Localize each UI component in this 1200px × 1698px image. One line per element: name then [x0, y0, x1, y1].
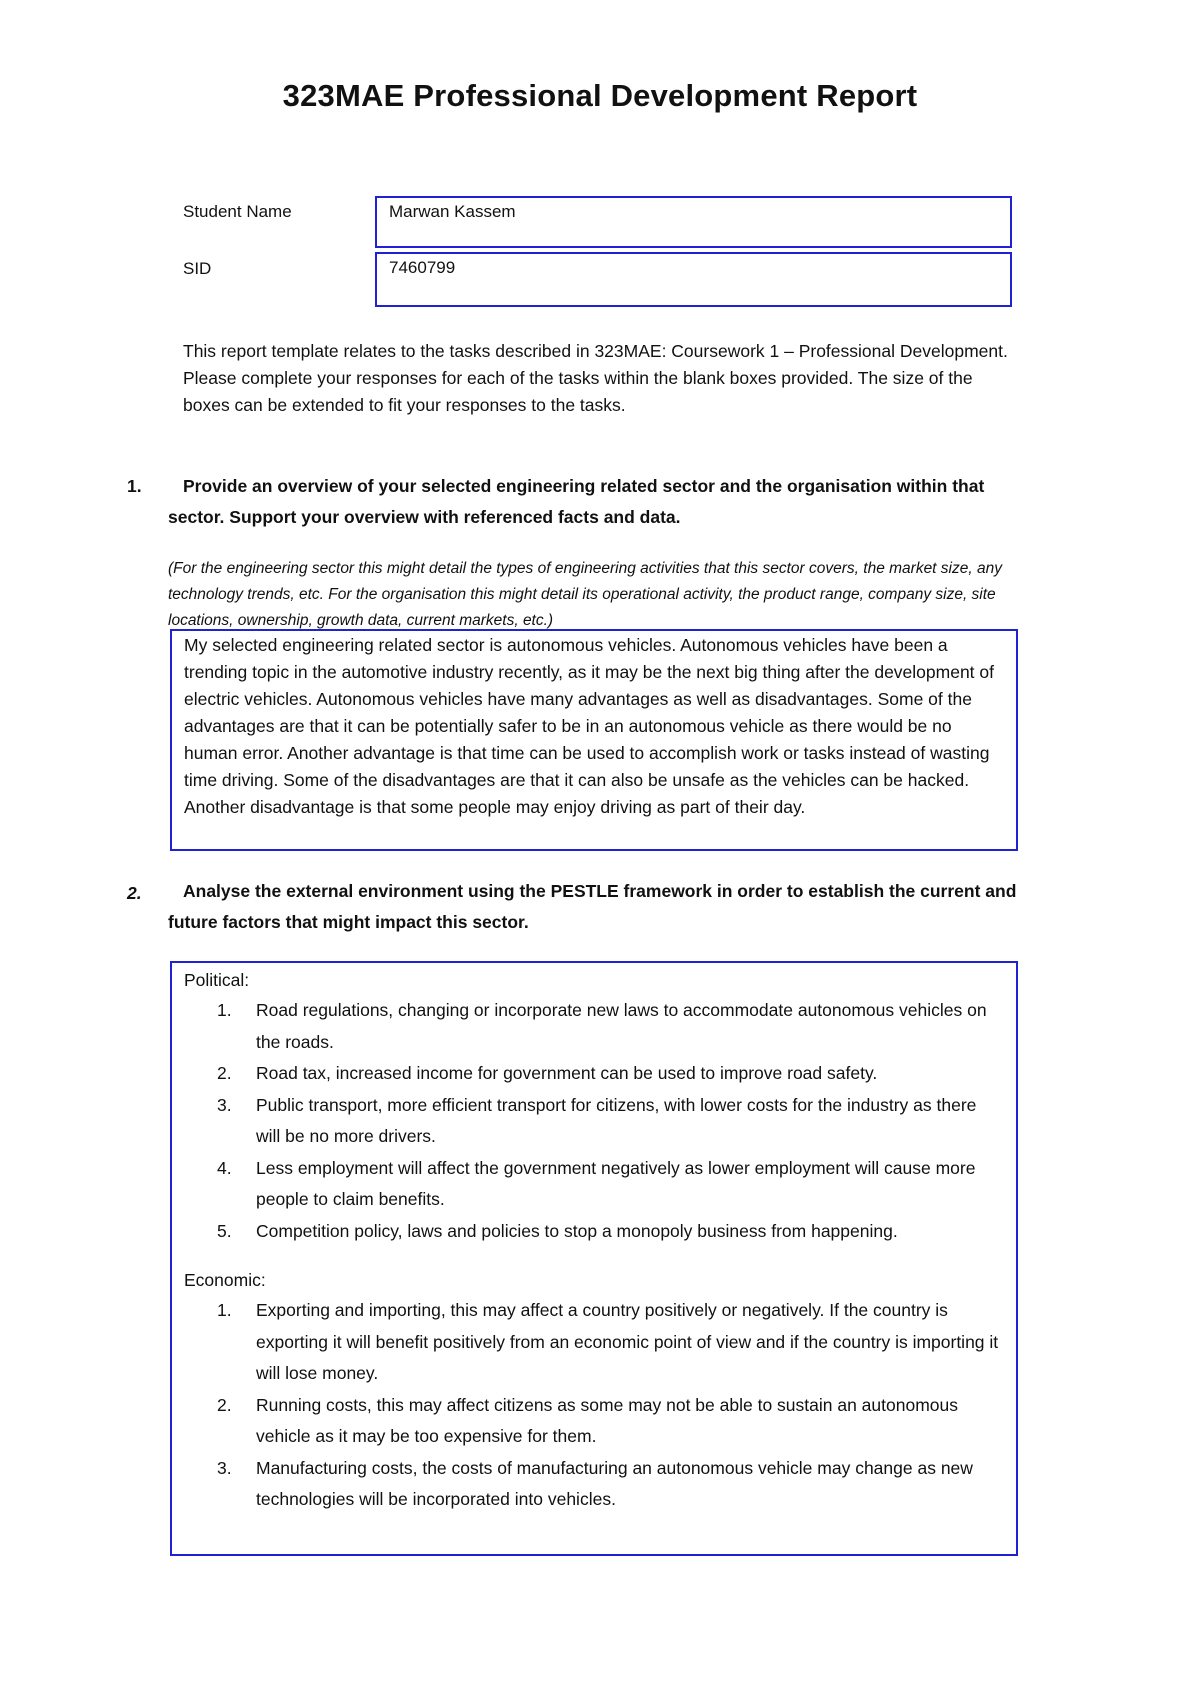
- question-1-number: 1.: [127, 476, 142, 496]
- question-2-text: Analyse the external environment using the PESTLE framework in order to establish the current and future factors that might impact this sector.: [168, 881, 1017, 932]
- sid-field[interactable]: 7460799: [375, 252, 1012, 307]
- list-item: 4. Less employment will affect the government negatively as lower employment will cause more people to claim benefits.: [217, 1157, 976, 1209]
- question-2-number: 2.: [127, 883, 142, 903]
- sid-label: SID: [183, 259, 212, 278]
- list-item: 1. Road regulations, changing or incorporate new laws to accommodate autonomous vehicles on the roads.: [217, 1000, 987, 1052]
- question-1-hint: (For the engineering sector this might detail the types of engineering activities that this sector covers, the market size, any technology trends, etc. For the organisation this might detail its operational activity, the product range, company size, site locations, ownership, growth data, current markets, etc.): [168, 560, 1002, 629]
- intro-paragraph-2: Please complete your responses for each of the tasks within the blank boxes provided. The size of the boxes can be extended to fit your responses to the tasks.: [183, 368, 973, 415]
- question-2-answer-box[interactable]: [170, 961, 1018, 1556]
- student-name-field[interactable]: Marwan Kassem: [375, 196, 1012, 248]
- question-1-text: Provide an overview of your selected engineering related sector and the organisation within that sector. Support your overview with referenced facts and data.: [168, 476, 985, 527]
- list-item: 5. Competition policy, laws and policies to stop a monopoly business from happening.: [217, 1220, 898, 1241]
- page-title: 323MAE Professional Development Report: [282, 78, 918, 113]
- question-1-answer: My selected engineering related sector is autonomous vehicles. Autonomous vehicles have been a trending topic in the automotive industry recently, as it may be the next big thing after the development of electric vehicles. Autonomous vehicles have many advantages as well as disadvantages. Some of the advantages are that it can be potentially safer to be in an autonomous vehicle as there would be no human error. Another advantage is that time can be used to accomplish work or tasks instead of wasting time driving. Some of the disadvantages are that it can also be unsafe as the vehicles can be hacked. Another disadvantage is that some people may enjoy driving as part of their day.: [184, 635, 994, 817]
- intro-text: [183, 338, 1018, 419]
- list-item: 3. Manufacturing costs, the costs of manufacturing an autonomous vehicle may change as new technologies will be incorporated into vehicles.: [217, 1457, 973, 1509]
- economic-list: [184, 1295, 1004, 1516]
- student-name-label: Student Name: [183, 202, 292, 221]
- list-item: 2. Running costs, this may affect citizens as some may not be able to sustain an autonomous vehicle as it may be too expensive for them.: [217, 1394, 958, 1446]
- political-list: [184, 995, 1004, 1247]
- economic-heading: Economic:: [184, 1270, 266, 1290]
- intro-paragraph-1: This report template relates to the tasks described in 323MAE: Coursework 1 – Professional Development.: [183, 341, 1008, 361]
- list-item: 2. Road tax, increased income for government can be used to improve road safety.: [217, 1063, 878, 1083]
- question-1-answer-box[interactable]: [170, 629, 1018, 851]
- list-item: 1. Exporting and importing, this may affect a country positively or negatively. If the country is exporting it will benefit positively from an economic point of view and if the country is importing it will lose money.: [217, 1300, 999, 1383]
- political-heading: Political:: [184, 970, 250, 990]
- list-item: 3. Public transport, more efficient transport for citizens, with lower costs for the industry as there will be no more drivers.: [217, 1094, 977, 1146]
